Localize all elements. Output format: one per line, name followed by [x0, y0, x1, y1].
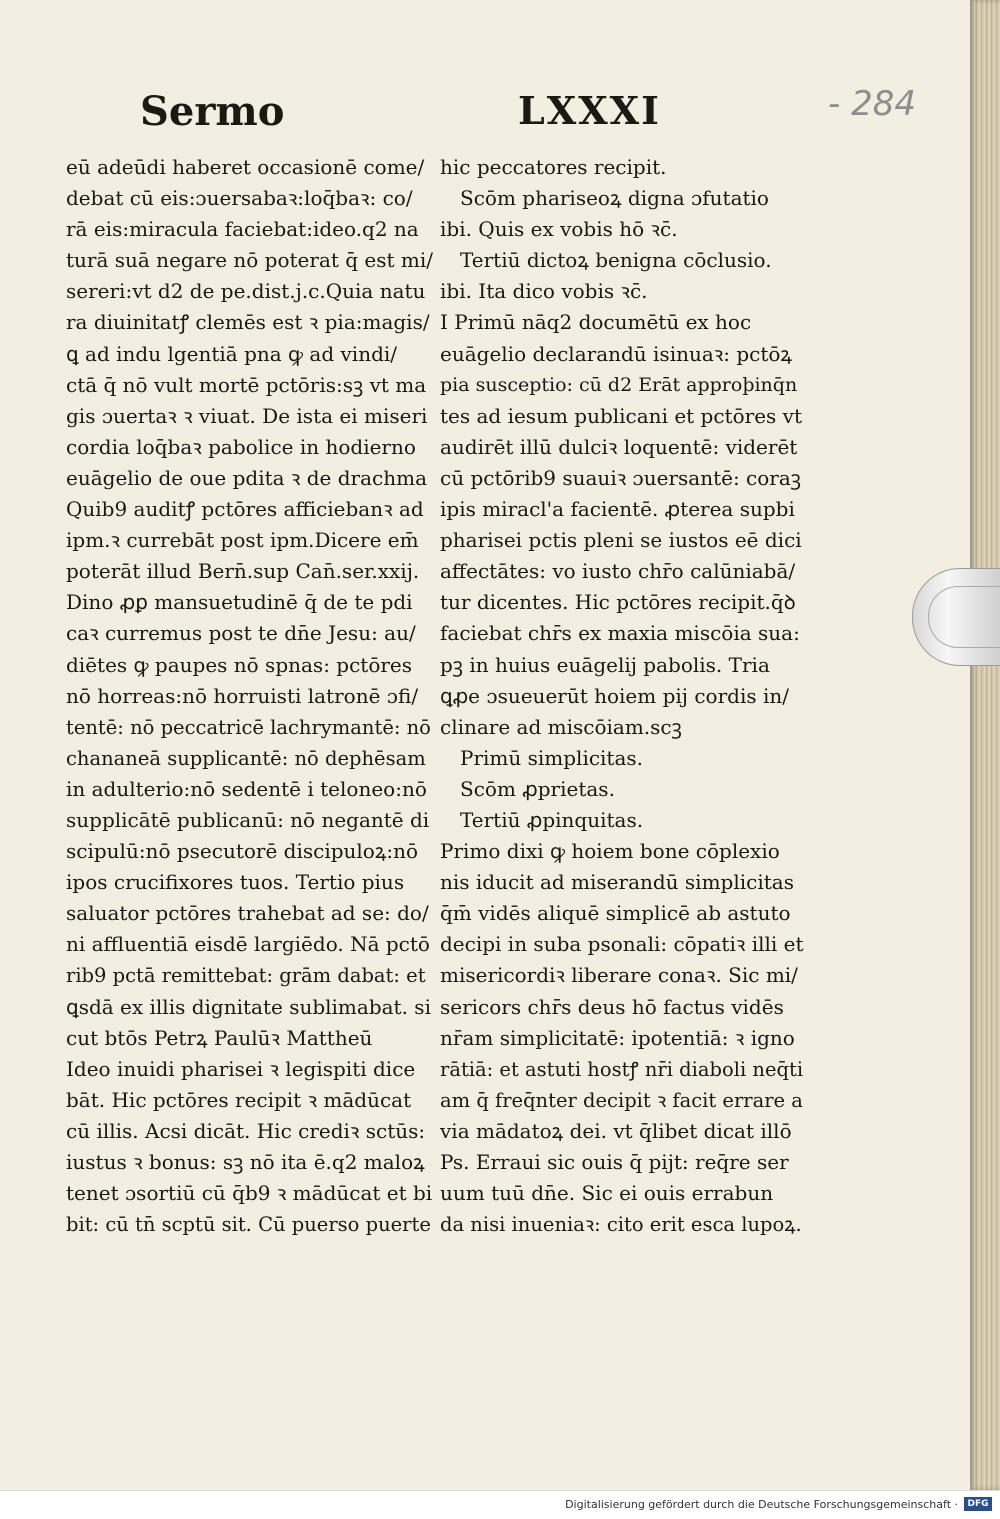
pencil-folio-annotation: - 284: [828, 84, 916, 124]
text-line: ipis miracl'a facientē. ꝓterea supbi: [440, 497, 795, 522]
text-line: Primo dixi ꝙ hoiem bone cōplexio: [440, 839, 780, 864]
text-line: diētes ꝙ paupes nō spnas: pctōres: [66, 652, 413, 677]
text-line: q̄m̄ vidēs aliquē simplicē ab astuto: [440, 901, 791, 926]
footer-bar: [0, 1490, 1000, 1519]
text-line: poterāt illud Bern̄.sup Can̄.ser.xxij.: [66, 559, 420, 584]
text-line: clinare ad miscōiam.scꝫ: [440, 714, 682, 739]
text-line: caꝛ curremus post te dn̄e Jesu: au/: [66, 621, 416, 646]
text-line: uum tuū dn̄e. Sic ei ouis errabun: [440, 1181, 774, 1206]
text-line: affectātes: vo iusto chr̄o calūniabā/: [440, 559, 796, 584]
text-line: ipos crucifixores tuos. Tertio pius: [66, 870, 405, 895]
text-line: tenet ɔsortiū cū q̄b9 ꝛ mādūcat et bi: [66, 1181, 433, 1206]
text-line: faciebat chr̄s ex maxia miscōia sua:: [440, 621, 800, 646]
text-line: Primū simplicitas.: [460, 745, 644, 770]
text-line: decipi in suba psonali: cōpatiꝛ illi et: [440, 932, 804, 957]
text-line: ibi. Quis ex vobis hō ꝛc̄.: [440, 217, 678, 242]
text-line: Ideo inuidi pharisei ꝛ legispiti dice: [66, 1056, 416, 1081]
page-clip-inner: [928, 586, 1000, 648]
text-line: Scōm phariseoꝝ digna ɔfutatio: [460, 186, 769, 211]
text-line: via mādatoꝝ dei. vt q̄libet dicat illō: [440, 1118, 792, 1143]
text-line: euāgelio de oue pdita ꝛ de drachma: [66, 465, 427, 490]
text-line: in adulterio:nō sedentē i teloneo:nō: [66, 776, 427, 801]
left-text-column: [66, 152, 434, 1242]
text-line: bāt. Hic pctōres recipit ꝛ mādūcat: [66, 1087, 412, 1112]
text-line: rā eis:miracula faciebat:ideo.q2 na: [66, 217, 419, 242]
text-line: Tertiū ꝓpinquitas.: [460, 807, 644, 832]
running-head-sermo: Sermo: [140, 88, 285, 135]
text-line: cū pctōrib9 suauiꝛ ɔuersantē: coraꝫ: [440, 465, 802, 490]
text-line: ꝗsdā ex illis dignitate sublimabat. si: [66, 994, 431, 1019]
text-line: ibi. Ita dico vobis ꝛc̄.: [440, 279, 648, 304]
text-line: am q̄ freq̄nter decipit ꝛ facit errare a: [440, 1088, 803, 1112]
text-line: gis ɔuertaꝛ ꝛ viuat. De ista ei miseri: [66, 403, 428, 428]
text-line: rātiā: et astuti hostꝭ nr̄i diaboli neq̄ti: [440, 1057, 804, 1081]
text-line: [440, 1240, 804, 1242]
text-line: tentē: nō peccatricē lachrymantē: nō: [66, 715, 431, 739]
text-line: ra diuinitatꝭ clemēs est ꝛ pia:magis/: [66, 310, 430, 335]
text-line: I Primū nāq2 documētū ex hoc: [440, 310, 752, 335]
text-line: sericors chr̄s deus hō factus vidēs: [440, 994, 784, 1019]
text-line: pꝫ in huius euāgelij pabolis. Tria: [440, 652, 770, 677]
text-line: ꝗꝓe ɔsueuerūt hoiem pij cordis in/: [440, 683, 789, 708]
text-line: Ps. Erraui sic ouis q̄ pijt: req̄re ser: [440, 1150, 789, 1174]
text-line: chananeā supplicantē: nō dephēsam: [66, 746, 426, 770]
text-line: debat cū eis:ɔuersabaꝛ:loq̄baꝛ: co/: [66, 186, 413, 211]
text-line: nr̄am simplicitatē: ipotentiā: ꝛ igno: [440, 1025, 795, 1050]
text-line: ctā q̄ nō vult mortē pctōris:sꝫ vt ma: [66, 372, 427, 397]
text-line: audirēt illū dulciꝛ loquentē: viderēt: [440, 434, 798, 459]
text-line: pia susceptio: cū d2 Erāt approþinq̄n: [440, 373, 798, 396]
text-line: bit: cū tn̄ scptū sit. Cū puerso puerte: [66, 1213, 431, 1237]
right-text-column: [440, 152, 804, 1242]
folio-number: LXXXI: [518, 88, 661, 133]
text-line: euāgelio declarandū isinuaꝛ: pctōꝝ: [440, 341, 792, 366]
text-line: ni affluentiā eisdē largiēdo. Nā pctō: [66, 932, 430, 957]
text-line: Dino ꝓꝑ mansuetudinē q̄ de te pdi: [66, 590, 413, 615]
text-line: sereri:vt d2 de pe.dist.j.c.Quia natu: [66, 279, 426, 304]
text-line: scipulū:nō psecutorē discipuloꝝ:nō: [66, 839, 419, 864]
text-line: pharisei pctis pleni se iustos eē dici: [440, 528, 802, 553]
text-line: Tertiū dictoꝝ benigna cōclusio.: [460, 248, 772, 273]
text-line: rib9 pctā remittebat: grām dabat: et: [66, 964, 426, 988]
text-line: ipm.ꝛ currebāt post ipm.Dicere em̄: [66, 528, 419, 553]
dfg-logo-icon: DFG: [964, 1497, 992, 1511]
footer-credit: Digitalisierung gefördert durch die Deutsche Forschungsgemeinschaft ·: [565, 1498, 958, 1511]
text-line: hic peccatores recipit.: [440, 155, 667, 179]
text-line: da nisi inueniaꝛ: cito erit esca lupoꝝ.: [440, 1213, 802, 1237]
text-line: nis iducit ad miserandū simplicitas: [440, 870, 794, 895]
text-line: supplicātē publicanū: nō negantē di: [66, 807, 430, 832]
text-line: cut btōs Petrꝝ Paulūꝛ Mattheū: [66, 1025, 373, 1050]
text-line: nō horreas:nō horruisti latronē ɔfi/: [66, 683, 419, 708]
text-line: tur dicentes. Hic pctōres recipit.q̄ꝺ: [440, 590, 796, 615]
text-line: ꝗ ad indu lgentiā pna ꝙ ad vindi/: [66, 341, 398, 366]
text-line: cordia loq̄baꝛ pabolice in hodierno: [66, 434, 416, 459]
text-line: misericordiꝛ liberare conaꝛ. Sic mi/: [440, 963, 798, 988]
text-line: Scōm ꝓprietas.: [460, 776, 615, 801]
text-line: turā suā negare nō poterat q̄ est mi/: [66, 248, 434, 273]
text-line: tes ad iesum publicani et pctōres vt: [440, 403, 802, 428]
text-line: saluator pctōres trahebat ad se: do/: [66, 901, 429, 926]
text-line: cū illis. Acsi dicāt. Hic crediꝛ sctūs:: [66, 1118, 426, 1143]
text-line: iustus ꝛ bonus: sꝫ nō ita ē.q2 maloꝝ: [66, 1150, 425, 1174]
text-line: Quib9 auditꝭ pctōres afficiebanꝛ ad: [66, 497, 424, 522]
text-line: [66, 1240, 434, 1242]
text-line: eū adeūdi haberet occasionē come/: [66, 155, 425, 179]
